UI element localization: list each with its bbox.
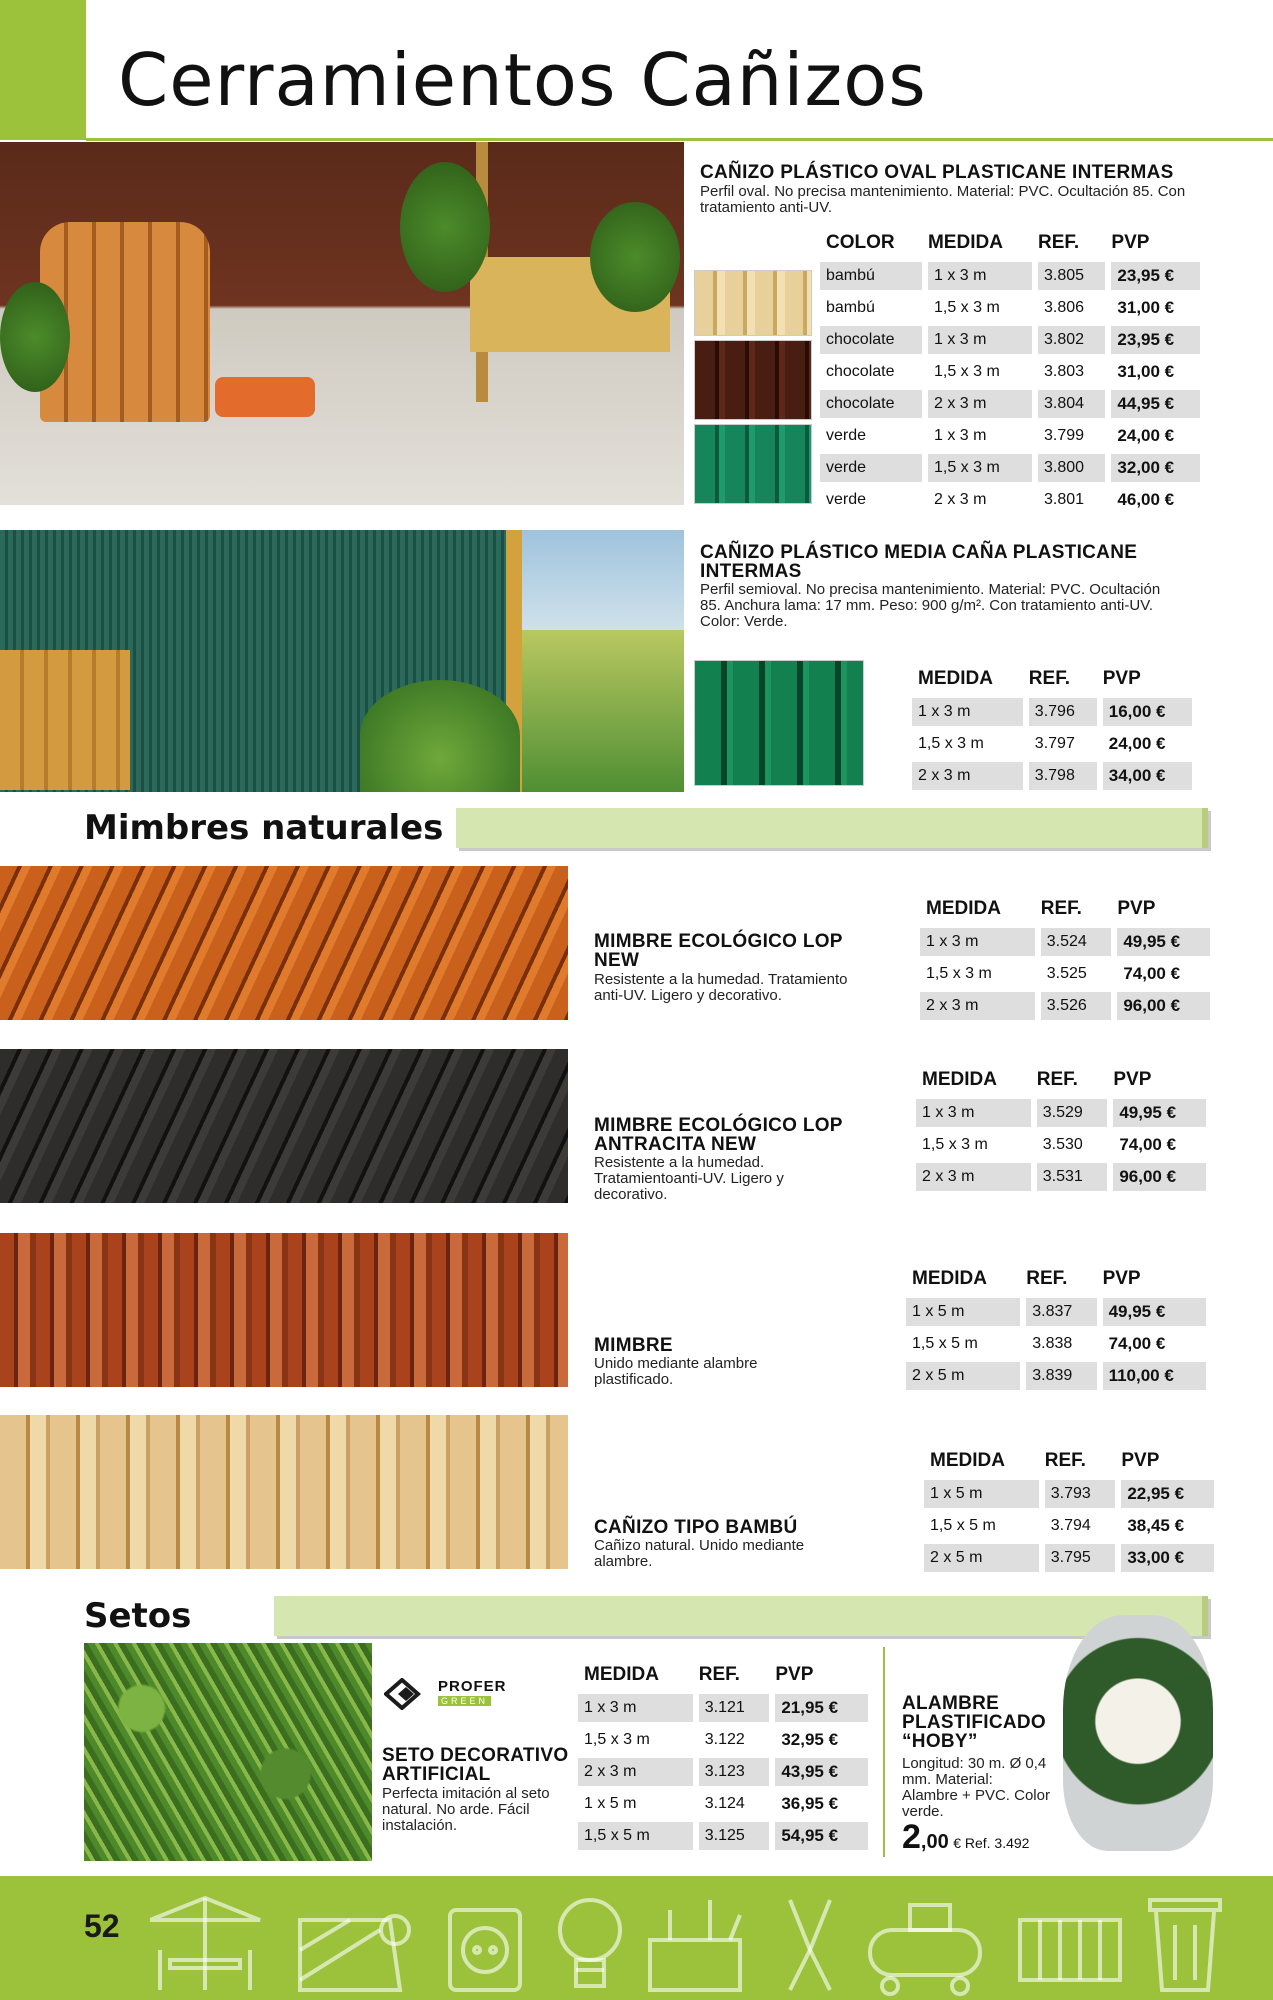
table-row: 1 x 5 m 3.793 22,95 €	[924, 1480, 1214, 1508]
table-row: 1 x 3 m 3.529 49,95 €	[916, 1099, 1206, 1127]
bambu-photo	[0, 1415, 568, 1569]
table-row: 1 x 3 m 3.121 21,95 €	[578, 1694, 868, 1722]
table-row: chocolate 1,5 x 3 m 3.803 31,00 €	[820, 358, 1200, 386]
bambu-title: CAÑIZO TIPO BAMBÚ	[594, 1517, 798, 1538]
media-description: Perfil semioval. No precisa mantenimiento. Material: PVC. Ocultación 85. Anchura lama: 17 mm. Peso: 900 g/m². Con tratamiento anti-UV. Color: Verde.	[700, 581, 1161, 630]
profer-logo-icon	[384, 1678, 430, 1710]
table-row: 1 x 3 m 3.524 49,95 €	[920, 928, 1210, 956]
seto-photo	[84, 1643, 372, 1861]
mimbre-photo	[0, 1233, 568, 1387]
socket-icon	[450, 1910, 520, 1990]
table-row: 2 x 5 m 3.839 110,00 €	[906, 1362, 1206, 1390]
compressor-icon	[870, 1905, 980, 1994]
hoby-wire-photo	[1063, 1615, 1213, 1851]
table-row: 1,5 x 5 m 3.125 54,95 €	[578, 1822, 868, 1850]
lop-new-title: MIMBRE ECOLÓGICO LOP NEW	[594, 931, 843, 971]
table-row: 1 x 5 m 3.124 36,95 €	[578, 1790, 868, 1818]
hoby-price: 2,00 € Ref. 3.492	[902, 1818, 1030, 1856]
oval-title: CAÑIZO PLÁSTICO OVAL PLASTICANE INTERMAS	[700, 162, 1174, 183]
swatch-bambu	[694, 270, 812, 336]
mimbre-description: Unido mediante alambre plastificado.	[594, 1355, 758, 1388]
media-title-line1: CAÑIZO PLÁSTICO MEDIA CAÑA PLASTICANE	[700, 542, 1138, 563]
media-price-table: MEDIDA REF. PVP 1 x 3 m 3.796 16,00 € 1,5 x 3 m 3.797 24,00 € 2 x 3 m 3.798 34,00 €	[912, 664, 1192, 794]
tools-icon	[650, 1900, 740, 1990]
oval-description: Perfil oval. No precisa mantenimiento. Material: PVC. Ocultación 85. Con tratamiento anti-UV.	[700, 183, 1186, 216]
swatch-chocolate	[694, 340, 812, 420]
table-row: verde 1 x 3 m 3.799 24,00 €	[820, 422, 1200, 450]
seto-title: SETO DECORATIVO ARTIFICIAL	[382, 1745, 569, 1785]
col-color: COLOR	[826, 232, 895, 253]
lop-antracita-description: Resistente a la humedad. Tratamientoanti-UV. Ligero y decorativo.	[594, 1154, 784, 1203]
hoby-title: ALAMBRE PLASTIFICADO “HOBY”	[902, 1693, 1046, 1752]
bambu-description: Cañizo natural. Unido mediante alambre.	[594, 1537, 805, 1570]
bulb-icon	[560, 1900, 620, 1986]
table-row: bambú 1,5 x 3 m 3.806 31,00 €	[820, 294, 1200, 322]
media-title-line2: INTERMAS	[700, 561, 802, 582]
table-row: 2 x 3 m 3.798 34,00 €	[912, 762, 1192, 790]
brand-sub: GREEN	[438, 1696, 491, 1706]
table-row: 2 x 3 m 3.531 96,00 €	[916, 1163, 1206, 1191]
table-row: chocolate 2 x 3 m 3.804 44,95 €	[820, 390, 1200, 418]
page-number: 52	[84, 1908, 120, 1944]
seto-description: Perfecta imitación al seto natural. No arde. Fácil instalación.	[382, 1785, 550, 1834]
col-pvp: PVP	[1111, 232, 1150, 253]
section-title-mimbres: Mimbres naturales	[84, 808, 444, 848]
swatch-verde	[694, 424, 812, 504]
lop-antracita-title: MIMBRE ECOLÓGICO LOP ANTRACITA NEW	[594, 1115, 843, 1155]
table-row: chocolate 1 x 3 m 3.802 23,95 €	[820, 326, 1200, 354]
table-row: bambú 1 x 3 m 3.805 23,95 €	[820, 262, 1200, 290]
mimbre-title: MIMBRE	[594, 1335, 673, 1356]
mimbre-price-table: MEDIDA REF. PVP 1 x 5 m 3.837 49,95 € 1,5 x 5 m 3.838 74,00 € 2 x 5 m 3.839 110,00 €	[906, 1264, 1206, 1394]
table-row: 2 x 5 m 3.795 33,00 €	[924, 1544, 1214, 1572]
radiator-icon	[1020, 1920, 1120, 1980]
table-row: 1 x 3 m 3.796 16,00 €	[912, 698, 1192, 726]
column-divider	[883, 1647, 885, 1857]
table-row: 1 x 5 m 3.837 49,95 €	[906, 1298, 1206, 1326]
table-row: 1,5 x 5 m 3.838 74,00 €	[906, 1330, 1206, 1358]
bambu-price-table: MEDIDA REF. PVP 1 x 5 m 3.793 22,95 € 1,5 x 5 m 3.794 38,45 € 2 x 5 m 3.795 33,00 €	[924, 1446, 1214, 1576]
table-row: 1,5 x 3 m 3.797 24,00 €	[912, 730, 1192, 758]
table-row: 1,5 x 3 m 3.530 74,00 €	[916, 1131, 1206, 1159]
section-title-setos: Setos	[84, 1596, 192, 1636]
oval-price-table	[820, 228, 1200, 518]
lop-new-price-table: MEDIDA REF. PVP 1 x 3 m 3.524 49,95 € 1,5 x 3 m 3.525 74,00 € 2 x 3 m 3.526 96,00 €	[920, 894, 1210, 1024]
col-ref: REF.	[1037, 232, 1080, 253]
swatch-media-cana	[694, 660, 864, 786]
hoby-description: Longitud: 30 m. Ø 0,4 mm. Material: Alambre + PVC. Color verde.	[902, 1755, 1050, 1820]
rug-icon	[300, 1916, 409, 1990]
mimbre-lop-new-photo	[0, 866, 568, 1020]
brand-name: PROFER	[438, 1678, 507, 1695]
header-rule	[86, 138, 1273, 141]
footer-icons	[150, 1890, 1240, 1996]
table-row: verde 2 x 3 m 3.801 46,00 €	[820, 486, 1200, 514]
patio-photo	[0, 142, 684, 505]
bin-icon	[1150, 1900, 1220, 1990]
lop-new-description: Resistente a la humedad. Tratamiento anti-UV. Ligero y decorativo.	[594, 971, 848, 1004]
fence-photo	[0, 530, 684, 792]
col-medida: MEDIDA	[927, 232, 1003, 253]
mimbre-lop-antracita-photo	[0, 1049, 568, 1203]
table-row: 2 x 3 m 3.123 43,95 €	[578, 1758, 868, 1786]
table-row: 1,5 x 3 m 3.122 32,95 €	[578, 1726, 868, 1754]
table-row: verde 1,5 x 3 m 3.800 32,00 €	[820, 454, 1200, 482]
table-row: 1,5 x 3 m 3.525 74,00 €	[920, 960, 1210, 988]
parasol-icon	[150, 1898, 260, 1990]
table-row: 2 x 3 m 3.526 96,00 €	[920, 992, 1210, 1020]
page-title: Cerramientos Cañizos	[118, 38, 927, 122]
lop-antracita-price-table: MEDIDA REF. PVP 1 x 3 m 3.529 49,95 € 1,5 x 3 m 3.530 74,00 € 2 x 3 m 3.531 96,00 €	[916, 1065, 1206, 1195]
header-accent-block	[0, 0, 86, 140]
pliers-icon	[790, 1900, 830, 1990]
table-row: 1,5 x 5 m 3.794 38,45 €	[924, 1512, 1214, 1540]
section-bar-setos	[274, 1596, 1208, 1636]
seto-price-table: MEDIDA REF. PVP 1 x 3 m 3.121 21,95 € 1,5 x 3 m 3.122 32,95 € 2 x 3 m 3.123 43,95 € 1 x 5 m 3.124 36,95 € 1,5 x 5 m 3.125 54,95 €	[578, 1660, 868, 1854]
section-bar-mimbres	[456, 808, 1208, 848]
